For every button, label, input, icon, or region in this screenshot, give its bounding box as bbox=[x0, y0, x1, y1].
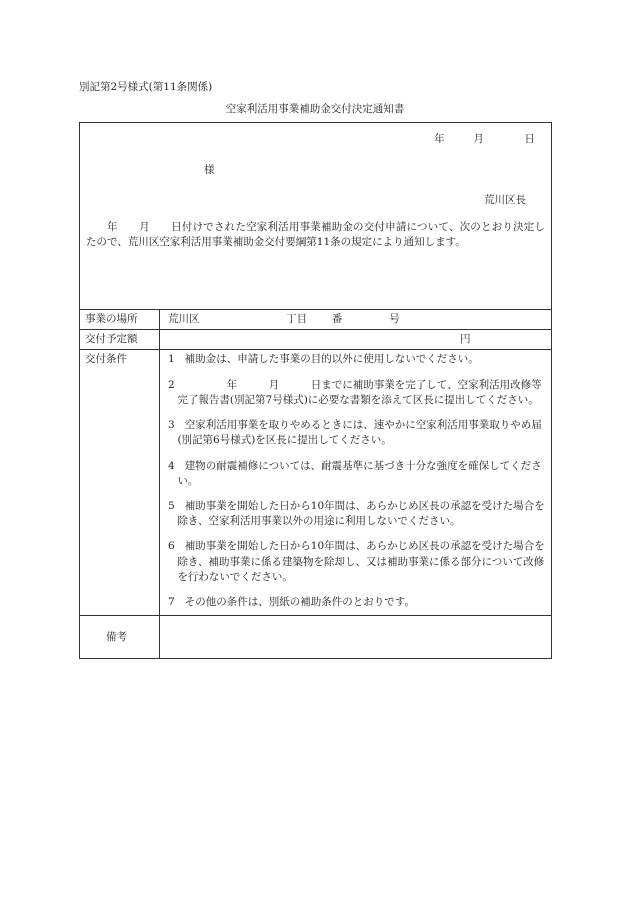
details-table bbox=[80, 310, 551, 658]
location-row bbox=[80, 310, 551, 330]
location-label: 事業の場所 bbox=[80, 310, 160, 330]
location-go: 号 bbox=[389, 313, 400, 325]
condition-item: 1 補助金は、申請した事業の目的以外に使用しないでください。 bbox=[168, 353, 479, 366]
location-chome: 丁目 bbox=[286, 313, 308, 325]
date-day: 日 bbox=[524, 133, 535, 145]
conditions-list bbox=[160, 350, 552, 616]
condition-item: 4 建物の耐震補修については、耐震基準に基づき十分な強度を確保してください。 bbox=[168, 459, 542, 487]
remarks-row bbox=[80, 616, 551, 659]
date-year: 年 bbox=[434, 133, 445, 145]
amount-unit: 円 bbox=[460, 333, 471, 346]
notice-frame bbox=[79, 122, 552, 659]
document-title: 空家利活用事業補助金交付決定通知書 bbox=[225, 103, 405, 115]
amount-value bbox=[160, 330, 552, 350]
issue-date bbox=[434, 132, 535, 147]
condition-item: 3 空家利活用事業を取りやめるときには、速やかに空家利活用事業取りやめ届(別記第6号様式)を区長に提出してください。 bbox=[168, 419, 542, 447]
location-value bbox=[160, 310, 552, 330]
remarks-value bbox=[160, 616, 552, 659]
amount-label: 交付予定額 bbox=[80, 330, 160, 350]
condition-item: 5 補助事業を開始した日から10年間は、あらかじめ区長の承認を受けた場合を除き、空家利活用事業以外の用途に利用しないでください。 bbox=[168, 499, 545, 528]
issuer: 荒川区長 bbox=[484, 194, 526, 206]
remarks-label: 備考 bbox=[80, 616, 160, 659]
condition-item: 6 補助事業を開始した日から10年間は、あらかじめ区長の承認を受けた場合を除き、補助事業に係る建築物を除却し、又は補助事業に係る部分について改修を行わないでください。 bbox=[168, 540, 545, 583]
location-ward: 荒川区 bbox=[168, 313, 200, 325]
condition-item: 2 年 月 日までに補助事業を完了して、空家利活用改修等完了報告書(別記第7号様式)に必要な書類を添えて区長に提出してください。 bbox=[168, 378, 542, 406]
condition-item: 7 その他の条件は、別紙の補助条件のとおりです。 bbox=[168, 596, 415, 609]
conditions-row bbox=[80, 350, 551, 616]
amount-row bbox=[80, 330, 551, 350]
notice-header-box bbox=[80, 123, 551, 310]
date-month: 月 bbox=[473, 133, 484, 145]
notice-body: 年 月 日付けでされた空家利活用事業補助金の交付申請について、次のとおり決定したので、荒川区空家利活用事業補助金交付要綱第11条の規定により通知します。 bbox=[86, 221, 545, 249]
conditions-label: 交付条件 bbox=[80, 350, 160, 616]
location-ban: 番 bbox=[331, 313, 343, 325]
form-id: 別記第2号様式(第11条関係) bbox=[79, 81, 213, 93]
recipient-suffix: 様 bbox=[204, 164, 215, 176]
